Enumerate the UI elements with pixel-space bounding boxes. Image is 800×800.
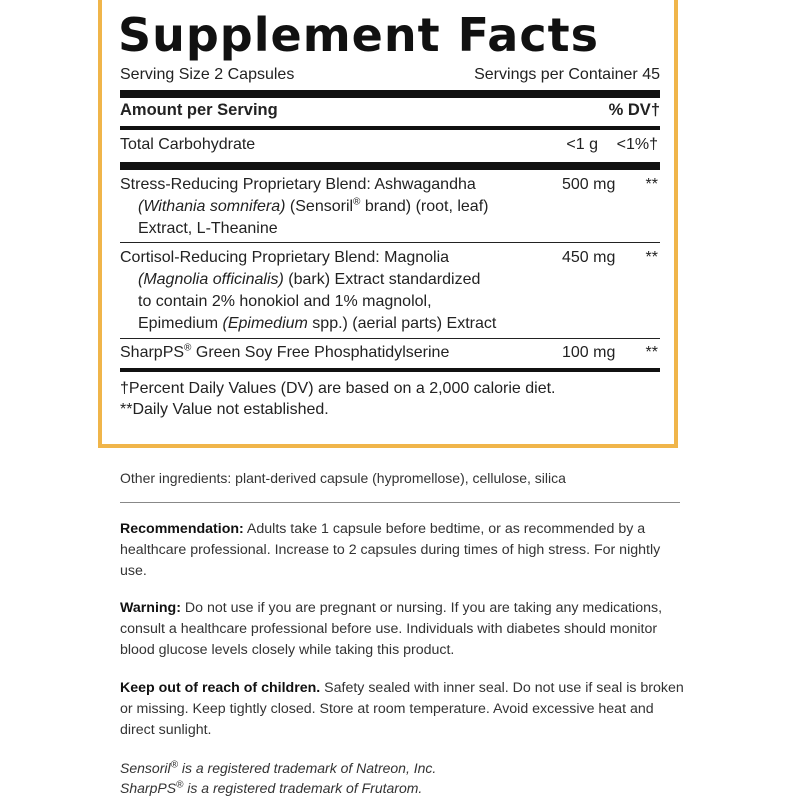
nutrient-amount: <1 g bbox=[566, 136, 598, 153]
ingredient-dv: ** bbox=[645, 344, 658, 361]
ingredient-amount: 500 mg bbox=[562, 176, 616, 193]
serving-size: Serving Size 2 Capsules bbox=[120, 66, 295, 83]
recommendation: Recommendation: Adults take 1 capsule before bedtime, or as recommended by a healthcare professional. Increase to 2 capsules during times of high stress. For nightly use. bbox=[120, 521, 661, 579]
section-separator bbox=[120, 502, 680, 503]
warning: Warning: Do not use if you are pregnant or nursing. If you are taking any medications, consult a healthcare professional before use. Individuals with diabetes should monitor blood glucose levels closely while taking this product. bbox=[120, 600, 663, 658]
nutrient-dv: <1%† bbox=[616, 136, 658, 153]
storage-instructions: Keep out of reach of children. Safety sealed with inner seal. Do not use if seal is broken or missing. Keep tightly closed. Store at room temperature. Avoid excessive heat and direct sunlight. bbox=[120, 680, 684, 738]
column-header bbox=[120, 101, 660, 120]
footnotes bbox=[120, 378, 660, 420]
ingredient-dv: ** bbox=[645, 176, 658, 193]
thick-divider bbox=[120, 90, 660, 98]
serving-info bbox=[120, 66, 660, 84]
section-divider bbox=[120, 162, 660, 170]
servings-per-container: Servings per Container 45 bbox=[474, 66, 660, 83]
panel-title: Supplement Facts bbox=[118, 8, 599, 62]
nutrient-name: Total Carbohydrate bbox=[120, 136, 256, 153]
ingredient-name: SharpPS® Green Soy Free Phosphatidylserine bbox=[120, 342, 450, 361]
amount-per-serving-header: Amount per Serving bbox=[120, 101, 278, 119]
other-ingredients: Other ingredients: plant-derived capsule (hypromellose), cellulose, silica bbox=[120, 470, 566, 486]
trademark-sensoril: Sensoril® is a registered trademark of Natreon, Inc. bbox=[120, 759, 437, 776]
ingredient-name: Stress-Reducing Proprietary Blend: Ashwagandha (Withania somnifera) (Sensoril® brand) (root, leaf) Extract, L-Theanine bbox=[120, 176, 489, 237]
ingredient-dv: ** bbox=[645, 249, 658, 266]
ingredient-amount: 450 mg bbox=[562, 249, 616, 266]
row-divider bbox=[120, 338, 660, 339]
footnote-divider bbox=[120, 368, 660, 372]
ingredient-name: Cortisol-Reducing Proprietary Blend: Magnolia (Magnolia officinalis) (bark) Extract standardized to contain 2% honokiol and 1% magnolol, Epimedium (Epimedium spp.) (aerial parts) Extract bbox=[120, 249, 497, 332]
trademark-sharpps: SharpPS® is a registered trademark of Frutarom. bbox=[120, 779, 423, 796]
ingredient-amount: 100 mg bbox=[562, 344, 616, 361]
dv-footnote: †Percent Daily Values (DV) are based on a 2,000 calorie diet. bbox=[120, 380, 556, 397]
not-established-footnote: **Daily Value not established. bbox=[120, 401, 329, 418]
header-divider bbox=[120, 126, 660, 130]
dv-header: % DV† bbox=[608, 101, 660, 119]
row-divider bbox=[120, 242, 660, 243]
supplement-facts-panel bbox=[98, 0, 678, 448]
